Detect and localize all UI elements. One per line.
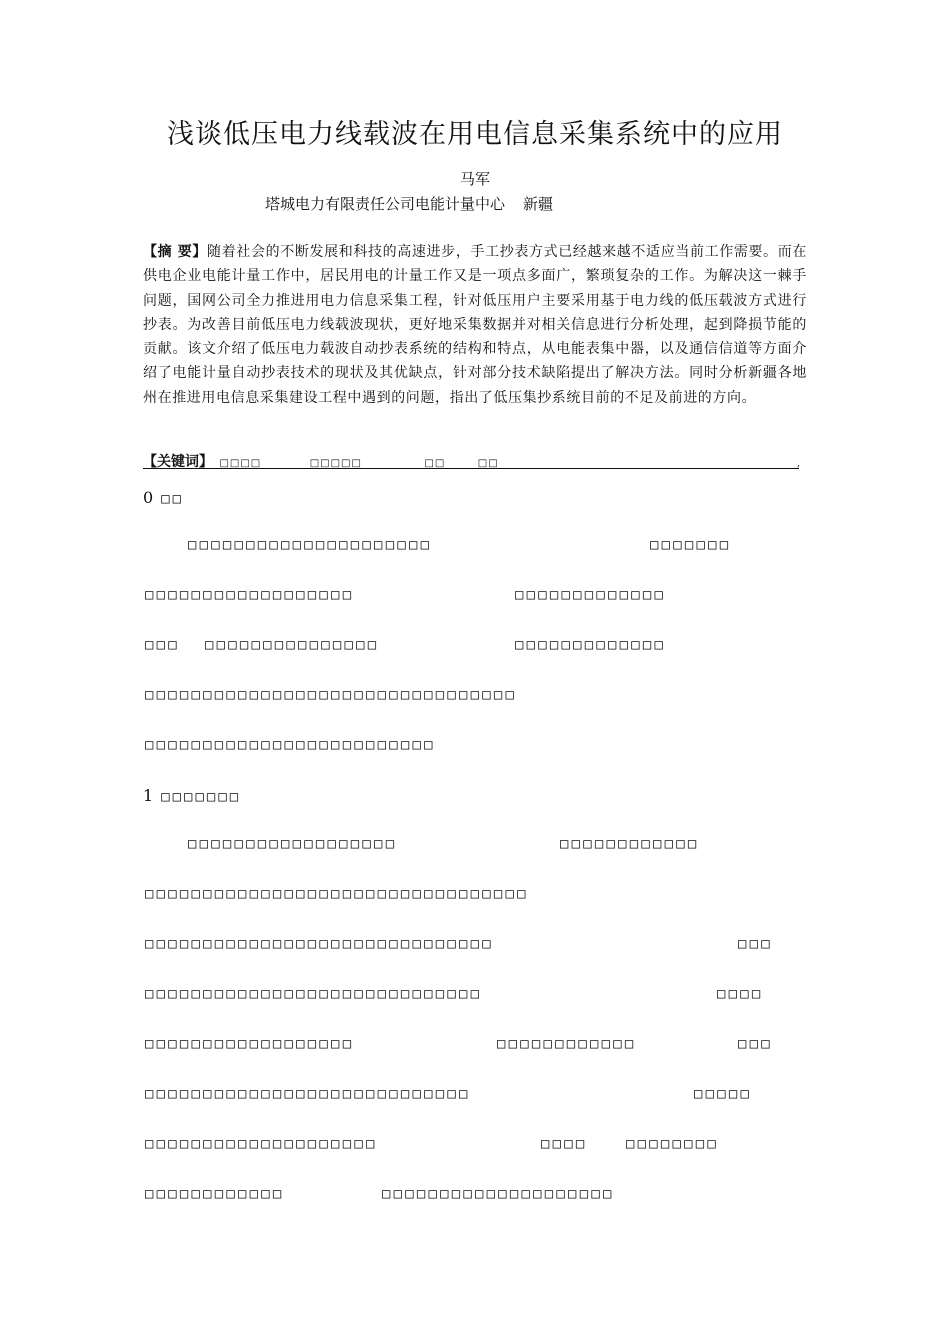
keyword-item: □□□□□ [309,458,362,469]
abstract-text: 随着社会的不断发展和科技的高速进步，手工抄表方式已经越来越不适应当前工作需要。而在供电企业电能计量工作中，居民用电的计量工作又是一项点多面广，繁琐复杂的工作。为解决这一棘手问题，国网公司全力推进用电力信息采集工程，针对低压用户主要采用基于电力线的低压载波方式进行抄表。为改善目前低压电力线载波现状，更好地采集数据并对相关信息进行分析处理，起到降损节能的贡献。该文介绍了低压电力载波自动抄表系统的结构和特点，从电能表集中器，以及通信信道等方面介绍了电能计量自动抄表技术的现状及其优缺点，针对部分技术缺陷提出了解决方法。同时分析新疆各地州在推进用电信息采集建设工程中遇到的问题，指出了低压集抄系统目前的不足及前进的方向。 [143,244,807,406]
text-line: □□□ [738,1036,773,1052]
text-line: □□□□□□□□□□□□□□□□□□□□□ [188,537,433,553]
section-1-heading [143,786,241,805]
keyword-item: □□ [477,458,499,469]
keyword-item: □□□□ [219,458,262,469]
keywords-tick: , [797,458,801,469]
text-line: □□□ [738,936,773,952]
paper-title: 浅谈低压电力线载波在用电信息采集系统中的应用 [167,119,783,150]
affiliation-region: 新疆 [523,195,554,213]
text-line: □□□ [145,637,180,653]
text-line: □□□□□□□□□□□□□□□ [205,637,380,653]
text-line: □□□□□□□□□□□□□□□□□□ [145,1036,355,1052]
text-line: □□□□□□□□ [626,1136,720,1152]
author-name: 马军 [459,170,490,188]
text-line: □□□□□□□□□□□□□ [515,637,667,653]
text-line: □□□□□□□□□□□□ [145,1186,285,1202]
abstract [143,240,807,410]
text-line: □□□□□□□□□□□□□□□□□□□□ [145,1136,378,1152]
section-number: 0 [143,488,154,507]
section-title: □□□□□□□ [161,789,242,805]
text-line: □□□□□□□□□□□□□□□□□□□□ [382,1186,615,1202]
section-title: □□ [161,491,185,507]
section-number: 1 [143,786,154,805]
text-line: □□□□□□□□□□□□□□□□□□ [188,836,398,852]
text-line: □□□□ [541,1136,588,1152]
text-line: □□□□□□□□□□□□□□□□□□□□□□□□□□□□□ [145,986,483,1002]
text-line: □□□□□□□□□□□□ [560,836,700,852]
text-line: □□□□□□□□□□□□□□□□□□□□□□□□□□□□□□□□ [145,687,518,703]
text-line: □□□□□□□□□□□□□□□□□□□□□□□□□ [145,737,436,753]
keywords-label: 【关键词】 [143,454,213,470]
abstract-label: 【摘 要】 [143,244,208,260]
affiliation-org: 塔城电力有限责任公司电能计量中心 [265,195,506,213]
text-line: □□□□□□□□□□□□□ [515,587,667,603]
text-line: □□□□□ [694,1086,753,1102]
author-affiliation [265,193,553,214]
section-0-heading [143,488,184,507]
text-line: □□□□□□□□□□□□ [497,1036,637,1052]
text-line: □□□□□□□□□□□□□□□□□□ [145,587,355,603]
text-line: □□□□□□□ [650,537,732,553]
text-line: □□□□□□□□□□□□□□□□□□□□□□□□□□□□ [145,1086,471,1102]
text-line: □□□□ [717,986,764,1002]
text-line: □□□□□□□□□□□□□□□□□□□□□□□□□□□□□□□□□ [145,886,529,902]
keywords-line [143,451,799,469]
text-line: □□□□□□□□□□□□□□□□□□□□□□□□□□□□□□ [145,936,494,952]
keyword-item: □□ [424,458,446,469]
